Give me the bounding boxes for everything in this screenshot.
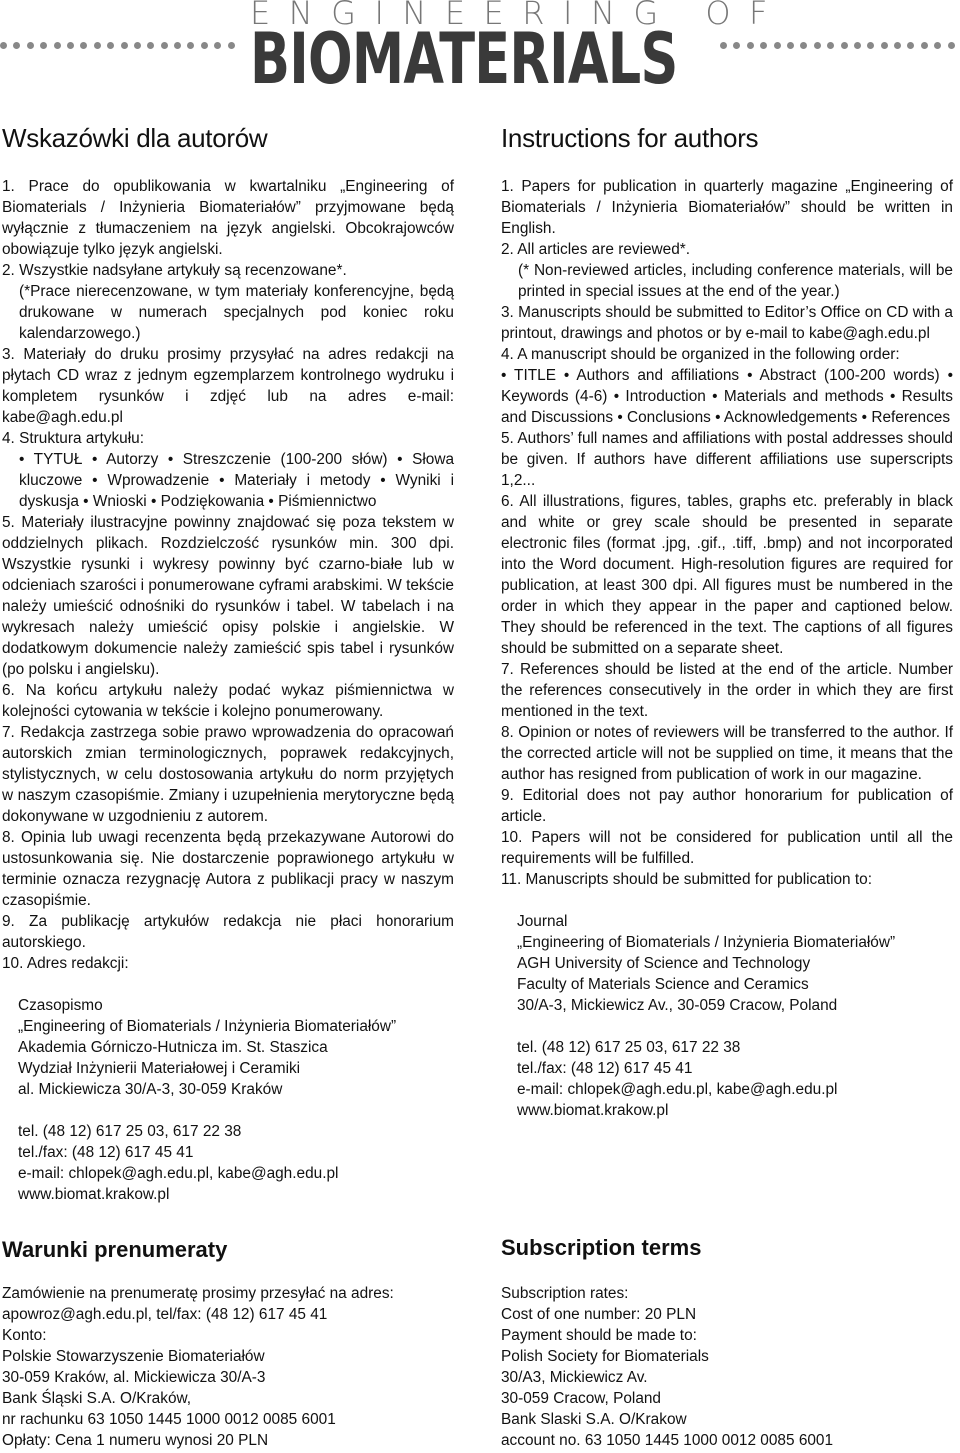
- editorial-contact: [501, 1037, 953, 1121]
- subscription-title-en: Subscription terms: [501, 1235, 702, 1260]
- list-item: 4. Struktura artykułu:: [2, 430, 144, 447]
- subscription-line: 30-059 Cracow, Poland: [501, 1390, 661, 1407]
- list-item: 1. Prace do opublikowania w kwartalniku „Engineering of Biomaterials / Inżynieria Biomateriałów” przyjmowane będą wyłącznie z tłumaczeniem na język angielski. Obcokrajowców obowiązuje tylko język angielski.: [2, 178, 454, 258]
- list-item: 5. Authors’ full names and affiliations with postal addresses should be given. If authors have different affiliations use superscripts 1,2...: [501, 430, 953, 489]
- subscription-line: Zamówienie na prenumeratę prosimy przesyłać na adres:: [2, 1285, 394, 1302]
- contact-line: tel. (48 12) 617 25 03, 617 22 38: [517, 1039, 741, 1056]
- list-item: 1. Papers for publication in quarterly magazine „Engineering of Biomaterials / Inżynieria Biomateriałów” should be written in English.: [501, 178, 953, 237]
- list-item: 2. Wszystkie nadsyłane artykuły są recenzowane*.: [2, 262, 347, 279]
- subscription-line: Konto:: [2, 1327, 47, 1344]
- address-line: „Engineering of Biomaterials / Inżynieria Biomateriałów”: [517, 934, 896, 951]
- contact-line: e-mail: chlopek@agh.edu.pl, kabe@agh.edu.pl: [18, 1165, 339, 1182]
- contact-line: tel. (48 12) 617 25 03, 617 22 38: [18, 1123, 242, 1140]
- subscription-line: nr rachunku 63 1050 1445 1000 0012 0085 6001: [2, 1411, 336, 1428]
- address-line: Wydział Inżynierii Materiałowej i Ceramiki: [18, 1060, 301, 1077]
- subscription-line: Polish Society for Biomaterials: [501, 1348, 709, 1365]
- list-item-structure: • TITLE • Authors and affiliations • Abstract (100-200 words) • Keywords (4-6) • Introduction • Materials and methods • Results and Discussions • Conclusions • Acknowledgements • References: [501, 367, 953, 426]
- list-item-note: (* Non-reviewed articles, including conference materials, will be printed in special issues at the end of the year.): [518, 262, 953, 300]
- polish-subscription: [2, 1236, 454, 1451]
- list-item: 2. All articles are reviewed*.: [501, 241, 691, 258]
- subscription-line: account no. 63 1050 1445 1000 0012 0085 6001: [501, 1432, 834, 1449]
- subscription-title-pl: Warunki prenumeraty: [2, 1237, 228, 1262]
- subscription-line: Subscription rates:: [501, 1285, 629, 1302]
- list-item: 9. Editorial does not pay author honorarium for publication of article.: [501, 787, 953, 825]
- subscription-line: Polskie Stowarzyszenie Biomateriałów: [2, 1348, 265, 1365]
- polish-title: Wskazówki dla autorów: [2, 123, 268, 153]
- list-item: 6. Na końcu artykułu należy podać wykaz piśmiennictwa w kolejności cytowania w tekście i kolejno ponumerowany.: [2, 682, 454, 720]
- subscription-line: Payment should be made to:: [501, 1327, 697, 1344]
- english-column: [501, 122, 953, 1121]
- list-item: 3. Manuscripts should be submitted to Editor’s Office on CD with a printout, drawings and photos or by e-mail to kabe@agh.edu.pl: [501, 304, 953, 342]
- contact-line: www.biomat.krakow.pl: [18, 1186, 170, 1203]
- english-title: Instructions for authors: [501, 123, 759, 153]
- list-item: 4. A manuscript should be organized in the following order:: [501, 346, 900, 363]
- subscription-line: 30-059 Kraków, al. Mickiewicza 30/A-3: [2, 1369, 266, 1386]
- list-item: 8. Opinia lub uwagi recenzenta będą przekazywane Autorowi do ustosunkowania się. Nie dostarczenie poprawionego artykułu w terminie oznacza rezygnację Autora z publikacji pracy w naszym czasopiśmie.: [2, 829, 454, 909]
- header-engineering-of: ENGINEERING OF: [250, 0, 786, 32]
- list-item: 9. Za publikację artykułów redakcja nie płaci honorarium autorskiego.: [2, 913, 454, 951]
- polish-column: [2, 122, 454, 1205]
- list-item: 5. Materiały ilustracyjne powinny znajdować się poza tekstem w oddzielnych plikach. Rozdzielczość rysunków min. 300 dpi. Wszystkie rysunki i wykresy powinny być czarno-białe lub w odcieniach szarości i ponumerowane cyframi arabskimi. W tekście należy umieścić odnośniki do rysunków i tabel. W tabelach i na wykresach należy umieścić opisy polskie i angielskie. W dodatkowym dokumencie należy zamieścić spis tabel i rysunków (po polsku i angielsku).: [2, 514, 454, 678]
- subscription-line: 30/A3, Mickiewicz Av.: [501, 1369, 648, 1386]
- address-line: Faculty of Materials Science and Ceramics: [517, 976, 809, 993]
- address-line: 30/A-3, Mickiewicz Av., 30-059 Cracow, Poland: [517, 997, 838, 1014]
- list-item: 8. Opinion or notes of reviewers will be transferred to the author. If the corrected article will not be supplied on time, it means that the author has resigned from publication of work in our magazine.: [501, 724, 953, 783]
- subscription-line: Cost of one number: 20 PLN: [501, 1306, 697, 1323]
- list-item-structure: • TYTUŁ • Autorzy • Streszczenie (100-200 słów) • Słowa kluczowe • Wprowadzenie • Materiały i metody • Wyniki i dyskusja • Wnioski • Podziękowania • Piśmiennictwo: [19, 451, 454, 510]
- contact-line: tel./fax: (48 12) 617 45 41: [18, 1144, 194, 1161]
- editorial-address: [2, 995, 454, 1100]
- list-item: 3. Materiały do druku prosimy przysyłać na adres redakcji na płytach CD wraz z jednym egzemplarzem kontrolnego wydruku i kompletem rysunków i zdjęć lub na adres e-mail: kabe@agh.edu.pl: [2, 346, 454, 426]
- address-line: al. Mickiewicza 30/A-3, 30-059 Kraków: [18, 1081, 283, 1098]
- decorative-dots-right: [720, 42, 960, 50]
- subscription-line: Bank Slaski S.A. O/Krakow: [501, 1411, 687, 1428]
- contact-line: www.biomat.krakow.pl: [517, 1102, 669, 1119]
- address-line: Journal: [517, 913, 568, 930]
- subscription-line: apowroz@agh.edu.pl, tel/fax: (48 12) 617 45 41: [2, 1306, 328, 1323]
- contact-line: e-mail: chlopek@agh.edu.pl, kabe@agh.edu.pl: [517, 1081, 838, 1098]
- contact-line: tel./fax: (48 12) 617 45 41: [517, 1060, 693, 1077]
- subscription-line: Opłaty: Cena 1 numeru wynosi 20 PLN: [2, 1432, 269, 1449]
- editorial-contact: [2, 1121, 454, 1205]
- journal-header: [0, 0, 960, 100]
- editorial-address: [501, 911, 953, 1016]
- list-item-note: (*Prace nierecenzowane, w tym materiały konferencyjne, będą drukowane w numerach specjalnych pod koniec roku kalendarzowego.): [19, 283, 454, 342]
- address-line: „Engineering of Biomaterials / Inżynieria Biomateriałów”: [18, 1018, 397, 1035]
- list-item: 7. Redakcja zastrzega sobie prawo wprowadzenia do opracowań autorskich zmian terminologicznych, poprawek redakcyjnych, stylistycznych, w celu dostosowania artykułu do norm przyjętych w naszym czasopiśmie. Zmiany i uzupełnienia merytoryczne będą dokonywane w uzgodnieniu z autorem.: [2, 724, 454, 825]
- address-line: AGH University of Science and Technology: [517, 955, 811, 972]
- address-line: Akademia Górniczo-Hutnicza im. St. Staszica: [18, 1039, 328, 1056]
- list-item: 11. Manuscripts should be submitted for publication to:: [501, 871, 873, 888]
- list-item: 10. Adres redakcji:: [2, 955, 129, 972]
- english-subscription: [501, 1234, 953, 1451]
- list-item: 6. All illustrations, figures, tables, graphs etc. preferably in black and white or grey scale should be presented in separate electronic files (format .jpg, .gif., .tiff, .bmp) and not incorporated into the Word document. High-resolution figures are required for publication, at least 300 dpi. All figures must be numbered in the order in which they appear in the paper and captioned below. They should be referenced in the text. The captions of all figures should be submitted on a separate sheet.: [501, 493, 953, 657]
- list-item: 7. References should be listed at the end of the article. Number the references consecutively in the order in which they are first mentioned in the text.: [501, 661, 953, 720]
- address-line: Czasopismo: [18, 997, 103, 1014]
- header-biomaterials-logo: BIOMATERIALS: [250, 18, 678, 100]
- subscription-line: Bank Śląski S.A. O/Kraków,: [2, 1390, 192, 1407]
- decorative-dots-left: [0, 42, 241, 50]
- list-item: 10. Papers will not be considered for publication until all the requirements will be fulfilled.: [501, 829, 953, 867]
